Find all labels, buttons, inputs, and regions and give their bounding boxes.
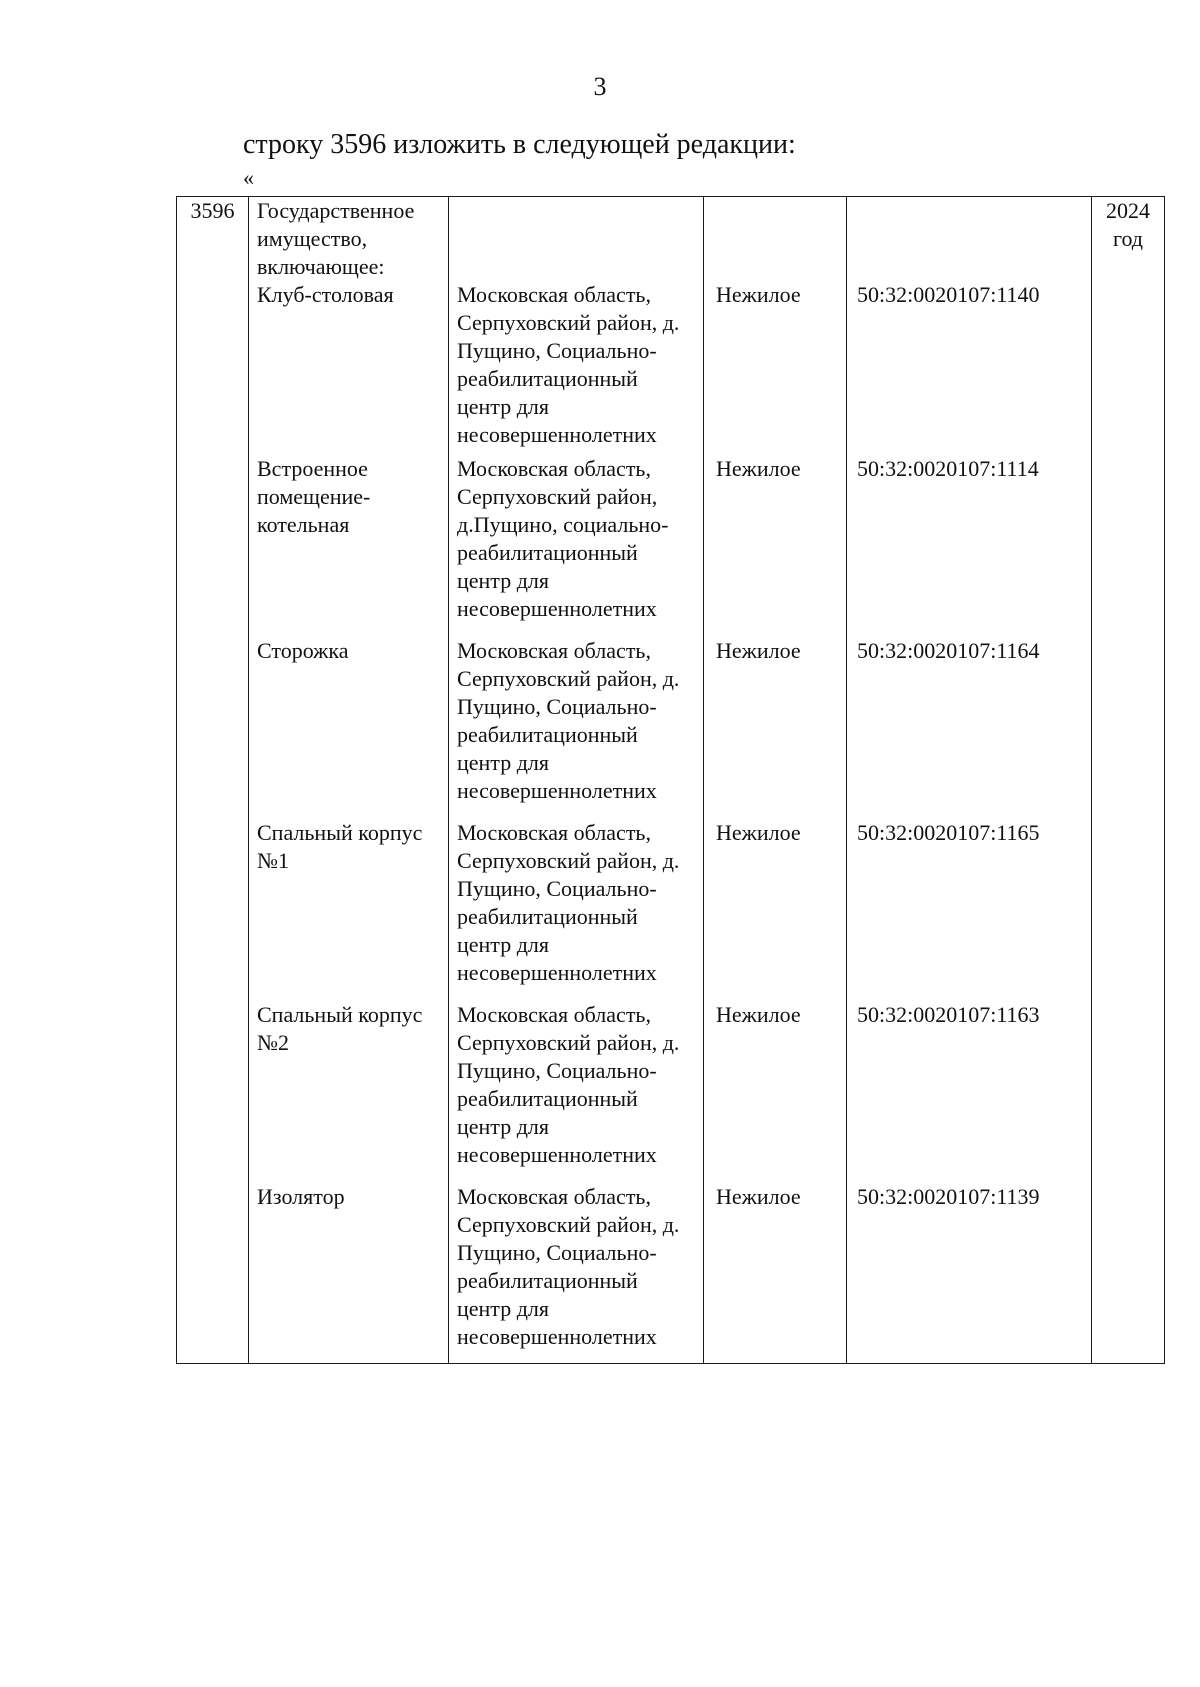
item-address-cell: Московская область, Серпуховский район, д. Пущино, Социально-реабилитационный центр для несовершеннолетних — [449, 1001, 704, 1183]
table-row — [177, 1001, 1165, 1183]
item-name-cell: Спальный корпус №2 — [249, 1001, 449, 1183]
item-type-cell: Нежилое — [704, 1183, 847, 1364]
property-table — [176, 196, 1165, 1364]
item-name-cell: Спальный корпус №1 — [249, 819, 449, 1001]
table-row — [177, 281, 1165, 455]
item-address-cell: Московская область, Серпуховский район, д.Пущино, социально-реабилитационный центр для несовершеннолетних — [449, 455, 704, 637]
item-address-cell: Московская область, Серпуховский район, д. Пущино, Социально-реабилитационный центр для несовершеннолетних — [449, 637, 704, 819]
item-name-cell: Изолятор — [249, 1183, 449, 1364]
table-row — [177, 819, 1165, 1001]
page-number: 3 — [593, 72, 607, 101]
row-title-cell: Государственное имущество, включающее: — [249, 197, 449, 282]
item-name-cell: Клуб-столовая — [249, 281, 449, 455]
row-year-cell: 2024 год — [1092, 197, 1165, 1364]
empty-cell — [847, 197, 1092, 282]
row-number-cell: 3596 — [177, 197, 249, 1364]
item-type-cell: Нежилое — [704, 1001, 847, 1183]
open-quote: « — [243, 165, 254, 190]
intro-text: строку 3596 изложить в следующей редакции: — [243, 129, 796, 160]
item-address-cell: Московская область, Серпуховский район, д. Пущино, Социально-реабилитационный центр для несовершеннолетних — [449, 819, 704, 1001]
item-type-cell: Нежилое — [704, 455, 847, 637]
item-cadastral-cell: 50:32:0020107:1164 — [847, 637, 1092, 819]
item-cadastral-cell: 50:32:0020107:1139 — [847, 1183, 1092, 1364]
item-type-cell: Нежилое — [704, 281, 847, 455]
item-address-cell: Московская область, Серпуховский район, д. Пущино, Социально-реабилитационный центр для несовершеннолетних — [449, 1183, 704, 1364]
empty-cell — [704, 197, 847, 282]
table-row — [177, 197, 1165, 282]
item-cadastral-cell: 50:32:0020107:1163 — [847, 1001, 1092, 1183]
table-row — [177, 637, 1165, 819]
table-row — [177, 1183, 1165, 1364]
item-cadastral-cell: 50:32:0020107:1114 — [847, 455, 1092, 637]
empty-cell — [449, 197, 704, 282]
item-type-cell: Нежилое — [704, 637, 847, 819]
item-name-cell: Сторожка — [249, 637, 449, 819]
item-type-cell: Нежилое — [704, 819, 847, 1001]
item-name-cell: Встроенное помещение-котельная — [249, 455, 449, 637]
item-address-cell: Московская область, Серпуховский район, д. Пущино, Социально-реабилитационный центр для несовершеннолетних — [449, 281, 704, 455]
property-table-body — [177, 197, 1165, 1364]
table-row — [177, 455, 1165, 637]
item-cadastral-cell: 50:32:0020107:1140 — [847, 281, 1092, 455]
item-cadastral-cell: 50:32:0020107:1165 — [847, 819, 1092, 1001]
